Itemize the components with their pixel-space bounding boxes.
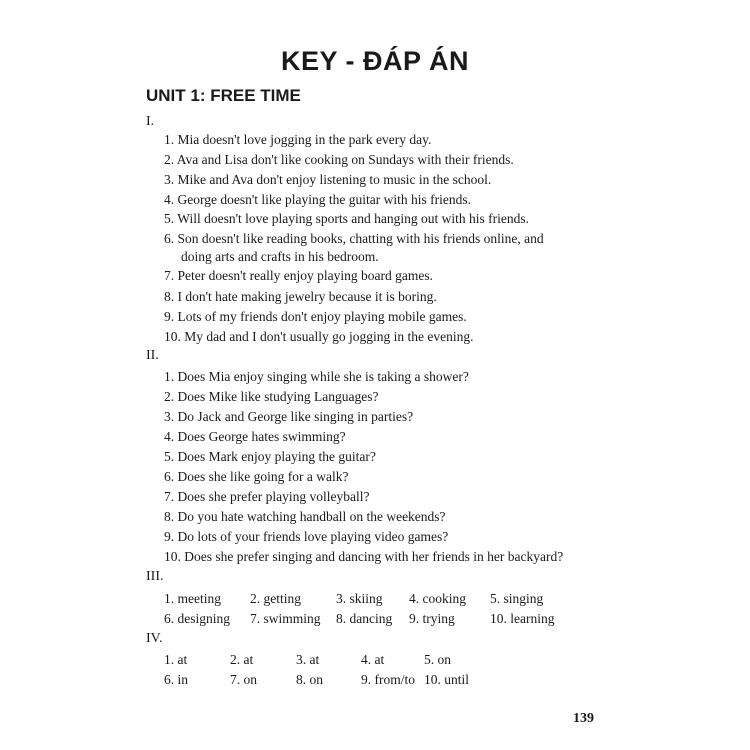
answer-cell: 7. on	[230, 672, 257, 687]
list-item: 1. Does Mia enjoy singing while she is taking a shower?	[164, 369, 469, 384]
list-item: 5. Does Mark enjoy playing the guitar?	[164, 449, 376, 464]
list-item: 1. Mia doesn't love jogging in the park every day.	[164, 132, 432, 147]
answer-cell: 10. until	[424, 672, 470, 687]
answer-cell: 4. at	[361, 652, 385, 667]
list-item: 4. George doesn't like playing the guitar with his friends.	[164, 192, 471, 207]
list-item: 3. Mike and Ava don't enjoy listening to music in the school.	[164, 172, 492, 187]
answer-cell: 8. on	[296, 672, 323, 687]
section-label-1: I.	[146, 114, 155, 129]
list-item: 10. Does she prefer singing and dancing with her friends in her backyard?	[164, 549, 564, 564]
list-item: 9. Lots of my friends don't enjoy playing mobile games.	[164, 309, 467, 324]
answer-cell: 7. swimming	[250, 611, 321, 626]
list-item: 3. Do Jack and George like singing in parties?	[164, 409, 414, 424]
section-label-3: III.	[146, 569, 164, 584]
answer-cell: 1. meeting	[164, 591, 221, 606]
answer-cell: 5. singing	[490, 591, 544, 606]
page-number: 139	[573, 711, 594, 726]
answer-cell: 2. at	[230, 652, 254, 667]
page-title: KEY - ĐÁP ÁN	[280, 46, 470, 76]
section-label-4: IV.	[146, 631, 163, 646]
list-item: 10. My dad and I don't usually go jogging in the evening.	[164, 329, 474, 344]
answer-cell: 1. at	[164, 652, 188, 667]
answer-cell: 5. on	[424, 652, 451, 667]
list-item: 5. Will doesn't love playing sports and hanging out with his friends.	[164, 211, 529, 226]
list-item: 6. Son doesn't like reading books, chatting with his friends online, and	[164, 231, 544, 246]
answer-cell: 9. from/to	[361, 672, 415, 687]
answer-cell: 3. skiing	[336, 591, 383, 606]
list-item: 8. Do you hate watching handball on the weekends?	[164, 509, 446, 524]
list-item: 8. I don't hate making jewelry because it is boring.	[164, 289, 437, 304]
list-item: 2. Does Mike like studying Languages?	[164, 389, 379, 404]
section-label-2: II.	[146, 348, 159, 363]
answer-cell: 10. learning	[490, 611, 555, 626]
answer-cell: 4. cooking	[409, 591, 466, 606]
list-item: 9. Do lots of your friends love playing video games?	[164, 529, 449, 544]
answer-cell: 3. at	[296, 652, 320, 667]
answer-cell: 6. in	[164, 672, 189, 687]
list-item: 4. Does George hates swimming?	[164, 429, 346, 444]
list-item: 2. Ava and Lisa don't like cooking on Sundays with their friends.	[164, 152, 514, 167]
answer-cell: 2. getting	[250, 591, 301, 606]
answer-cell: 6. designing	[164, 611, 230, 626]
list-item: 7. Does she prefer playing volleyball?	[164, 489, 370, 504]
list-item: 6. Does she like going for a walk?	[164, 469, 349, 484]
list-item-continuation: doing arts and crafts in his bedroom.	[181, 249, 379, 264]
answer-cell: 8. dancing	[336, 611, 393, 626]
list-item: 7. Peter doesn't really enjoy playing board games.	[164, 268, 433, 283]
answer-cell: 9. trying	[409, 611, 455, 626]
unit-heading: UNIT 1: FREE TIME	[146, 86, 301, 105]
